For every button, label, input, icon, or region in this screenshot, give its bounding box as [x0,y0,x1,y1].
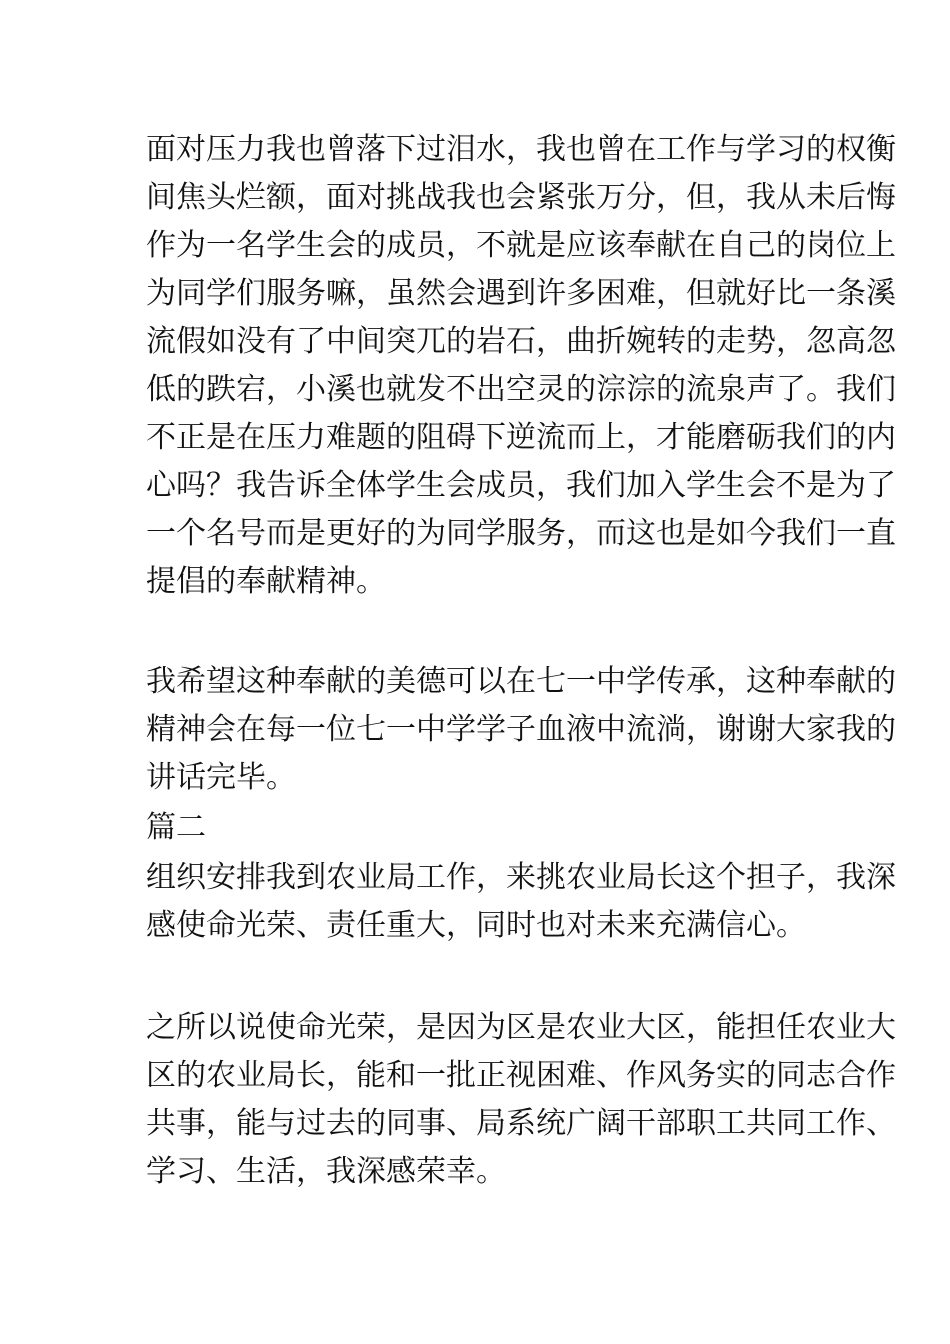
paragraph-4-line-3: 共事，能与过去的同事、局系统广阔干部职工共同工作、 [146,1106,896,1141]
paragraph-1-line-3: 作为一名学生会的成员，不就是应该奉献在自己的岗位上 [146,228,896,263]
paragraph-1-line-6: 低的跌宕，小溪也就发不出空灵的淙淙的流泉声了。我们 [146,372,896,407]
paragraph-1-line-9: 一个名号而是更好的为同学服务，而这也是如今我们一直 [146,516,896,551]
paragraph-4-line-2: 区的农业局长，能和一批正视困难、作风务实的同志合作 [146,1058,896,1093]
paragraph-2-line-3: 讲话完毕。 [146,760,296,795]
paragraph-1-line-10: 提倡的奉献精神。 [146,564,386,599]
paragraph-1-line-7: 不正是在压力难题的阻碍下逆流而上，才能磨砺我们的内 [146,420,896,455]
section-heading: 篇二 [146,810,206,845]
paragraph-3-line-2: 感使命光荣、责任重大，同时也对未来充满信心。 [146,908,806,943]
paragraph-4-line-4: 学习、生活，我深感荣幸。 [146,1154,506,1189]
paragraph-2-line-2: 精神会在每一位七一中学学子血液中流淌，谢谢大家我的 [146,712,896,747]
paragraph-4-line-1: 之所以说使命光荣，是因为区是农业大区，能担任农业大 [146,1010,896,1045]
paragraph-1-line-5: 流假如没有了中间突兀的岩石，曲折婉转的走势，忽高忽 [146,324,896,359]
paragraph-1-line-8: 心吗？我告诉全体学生会成员，我们加入学生会不是为了 [146,468,896,503]
paragraph-1-line-1: 面对压力我也曾落下过泪水，我也曾在工作与学习的权衡 [146,132,896,167]
paragraph-1-line-4: 为同学们服务嘛，虽然会遇到许多困难，但就好比一条溪 [146,276,896,311]
paragraph-2-line-1: 我希望这种奉献的美德可以在七一中学传承，这种奉献的 [146,664,896,699]
paragraph-1-line-2: 间焦头烂额，面对挑战我也会紧张万分，但，我从未后悔 [146,180,896,215]
paragraph-3-line-1: 组织安排我到农业局工作，来挑农业局长这个担子，我深 [146,860,896,895]
